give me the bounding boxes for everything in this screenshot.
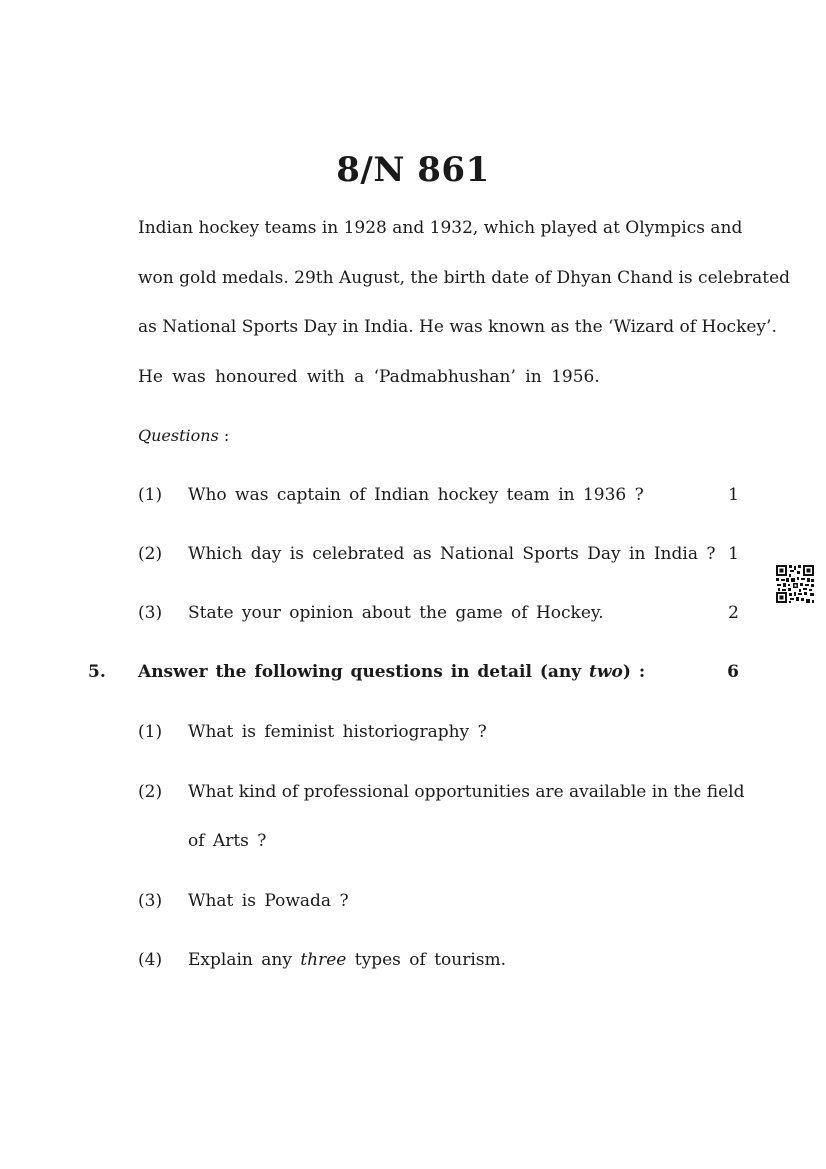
question-item	[138, 782, 745, 806]
page-code: 8/N 861	[336, 150, 490, 190]
question-text: Which day is celebrated as National Sports Day in India ?	[188, 544, 716, 564]
question-number: (4)	[138, 950, 163, 970]
question-item	[138, 722, 739, 746]
question-number: (1)	[138, 722, 163, 742]
question-number: (3)	[138, 891, 163, 911]
question-number: (1)	[138, 485, 163, 505]
question-item	[138, 950, 739, 974]
passage-line-3: as National Sports Day in India. He was known as the ‘Wizard of Hockey’.	[138, 317, 777, 337]
question-number: (2)	[138, 782, 163, 802]
question-continuation	[138, 831, 739, 855]
passage-line-2: won gold medals. 29th August, the birth date of Dhyan Chand is celebrated	[138, 268, 791, 288]
question-number: (3)	[138, 603, 163, 623]
question-item	[138, 485, 739, 509]
questions-label	[138, 426, 229, 445]
questions-label-text: Questions	[138, 426, 219, 445]
section-marks: 6	[727, 662, 739, 682]
section-5-heading	[88, 662, 739, 686]
question-marks: 2	[728, 603, 739, 623]
question-number: (2)	[138, 544, 163, 564]
section-instruction	[138, 662, 645, 682]
questions-label-colon: :	[218, 426, 230, 445]
question-marks: 1	[728, 544, 739, 564]
section-instruction-emphasis: two	[589, 662, 623, 682]
question-item	[138, 603, 739, 627]
question-marks: 1	[728, 485, 739, 505]
question-text	[188, 950, 506, 970]
section-instruction-end: ) :	[622, 662, 646, 682]
question-text: Who was captain of Indian hockey team in 1936 ?	[188, 485, 644, 505]
question-text: State your opinion about the game of Hockey.	[188, 603, 604, 623]
passage-line-4: He was honoured with a ‘Padmabhushan’ in 1956.	[138, 367, 600, 387]
qr-code-icon	[775, 564, 815, 604]
question-text-line-1: What kind of professional opportunities are available in the field	[188, 782, 745, 802]
question-text: What is feminist historiography ?	[188, 722, 487, 742]
question-text-part: Explain any	[188, 950, 301, 970]
section-number: 5.	[88, 662, 106, 682]
question-item	[138, 544, 739, 568]
passage-line-1: Indian hockey teams in 1928 and 1932, which played at Olympics and	[138, 218, 743, 238]
question-text: What is Powada ?	[188, 891, 349, 911]
question-text-line-2: of Arts ?	[188, 831, 267, 851]
question-item	[138, 891, 739, 915]
section-instruction-part: Answer the following questions in detail (any	[138, 662, 590, 682]
question-text-end: types of tourism.	[346, 950, 507, 970]
question-text-emphasis: three	[300, 950, 347, 970]
